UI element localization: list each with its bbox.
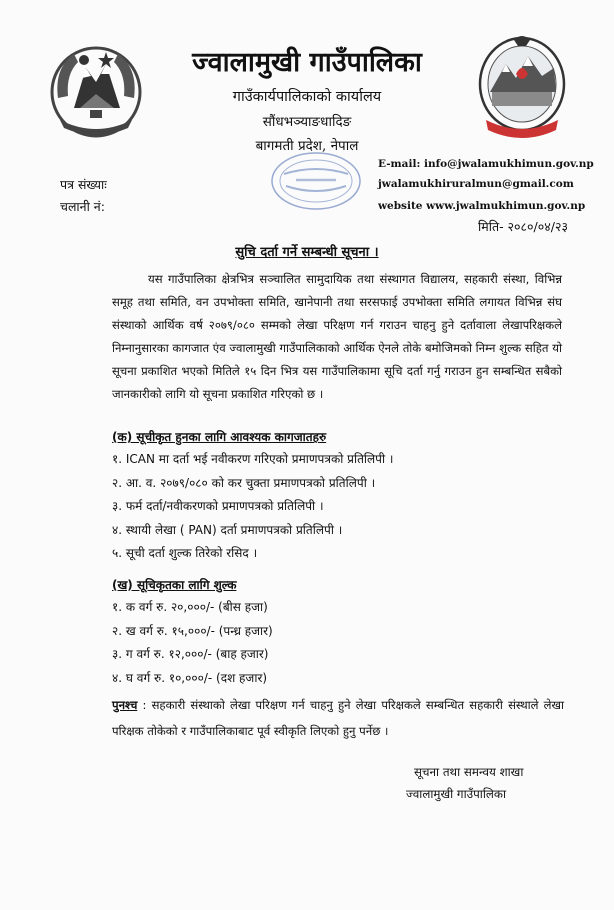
list-item: ३. फर्म दर्ता/नवीकरणको प्रमाणपत्रको प्रतिलिपी । xyxy=(112,499,324,513)
list-item: ३. ग वर्ग रु. १२,०००/- (बाह हजार) xyxy=(112,647,269,661)
letter-number-label: पत्र संख्याः xyxy=(60,177,107,192)
letter-date: मिति- २०८०/०४/२३ xyxy=(478,219,568,234)
contact-email: E-mail: info@jwalamukhimun.gov.np xyxy=(378,158,594,170)
office-stamp-icon xyxy=(268,150,364,212)
municipality-title: ज्वालामुखी गाउँपालिका xyxy=(192,47,422,78)
list-item: १. ICAN मा दर्ता भई नवीकरण गरिएको प्रमाणपत्रको प्रतिलिपी । xyxy=(112,452,394,466)
list-item: २. आ. व. २०७९/०८० को कर चुक्ता प्रमाणपत्रको प्रतिलिपी । xyxy=(112,475,376,490)
fees-heading: (ख) सूचिकृतका लागि शुल्क xyxy=(112,578,237,592)
office-name: गाउँकार्यपालिकाको कार्यालय xyxy=(232,89,382,105)
notice-subject xyxy=(0,242,614,260)
postscript-label: पुनश्च xyxy=(112,698,138,712)
documents-list xyxy=(112,448,393,566)
documents-heading: (क) सूचीकृत हुनका लागि आवश्यक कागजातहरु xyxy=(112,430,327,444)
contact-website: website www.jwalmukhimun.gov.np xyxy=(378,200,586,212)
postscript-note xyxy=(112,692,564,744)
list-item: ५. सूची दर्ता शुल्क तिरेको रसिद । xyxy=(112,546,258,560)
list-item: ४. घ वर्ग रु. १०,०००/- (दश हजार) xyxy=(112,670,268,685)
list-item: १. क वर्ग रु. २०,०००/- (बीस हजा) xyxy=(112,600,268,614)
list-item: ४. स्थायी लेखा ( PAN) दर्ता प्रमाणपत्रको प्रतिलिपी । xyxy=(112,522,343,537)
notice-body: यस गाउँपालिका क्षेत्रभित्र सञ्चालित सामुदायिक तथा संस्थागत विद्यालय, सहकारी संस्था, विभिन्न समूह तथा समिति, वन उपभोक्ता समिति, खानेपानी तथा सरसफाई उपभोक्ता समिति लगायत विभिन्न संघ संस्थाको आर्थिक वर्ष २०७९/०८० सम्मको लेखा परिक्षण गर्न गराउन चाहनु हुने दर्तावाला लेखापरिक्षकले निम्नानुसारका कागजात एंव ज्वालामुखी गाउँपालिकाको आर्थिक ऐनले तोके बमोजिमको निम्न शुल्क सहित यो सूचना प्रकाशित भएको मितिले १५ दिन भित्र यस गाउँपालिकामा सूचि दर्ता गर्नु गराउन हुन सम्बन्धित सबैको जानकारीको लागि यो सूचना प्रकाशित गरिएको छ । xyxy=(112,272,562,401)
postscript-text: : सहकारी संस्थाको लेखा परिक्षण गर्न चाहनु हुने लेखा परिक्षकले सम्बन्धित सहकारी संस्थाले लेखा परिक्षक तोकेको र गाउँपालिकाबाट पूर्व स्वीकृति लिएको हुनु पर्नेछ । xyxy=(112,698,565,738)
signature-municipality: ज्वालामुखी गाउँपालिका xyxy=(406,787,507,801)
notice-subject-text: सुचि दर्ता गर्ने सम्बन्धी सूचना । xyxy=(235,245,379,260)
fees-list xyxy=(112,596,273,690)
dispatch-number-label: चलानी नं: xyxy=(60,199,105,214)
office-location: सौंधभञ्याङधादिङ xyxy=(262,114,352,130)
office-province: बागमती प्रदेश, नेपाल xyxy=(255,138,359,154)
list-item: २. ख वर्ग रु. १५,०००/- (पन्ध्र हजार) xyxy=(112,623,273,638)
signature-branch: सूचना तथा समन्वय शाखा xyxy=(414,765,524,779)
contact-email-alt: jwalamukhiruralmun@gmail.com xyxy=(378,178,574,190)
